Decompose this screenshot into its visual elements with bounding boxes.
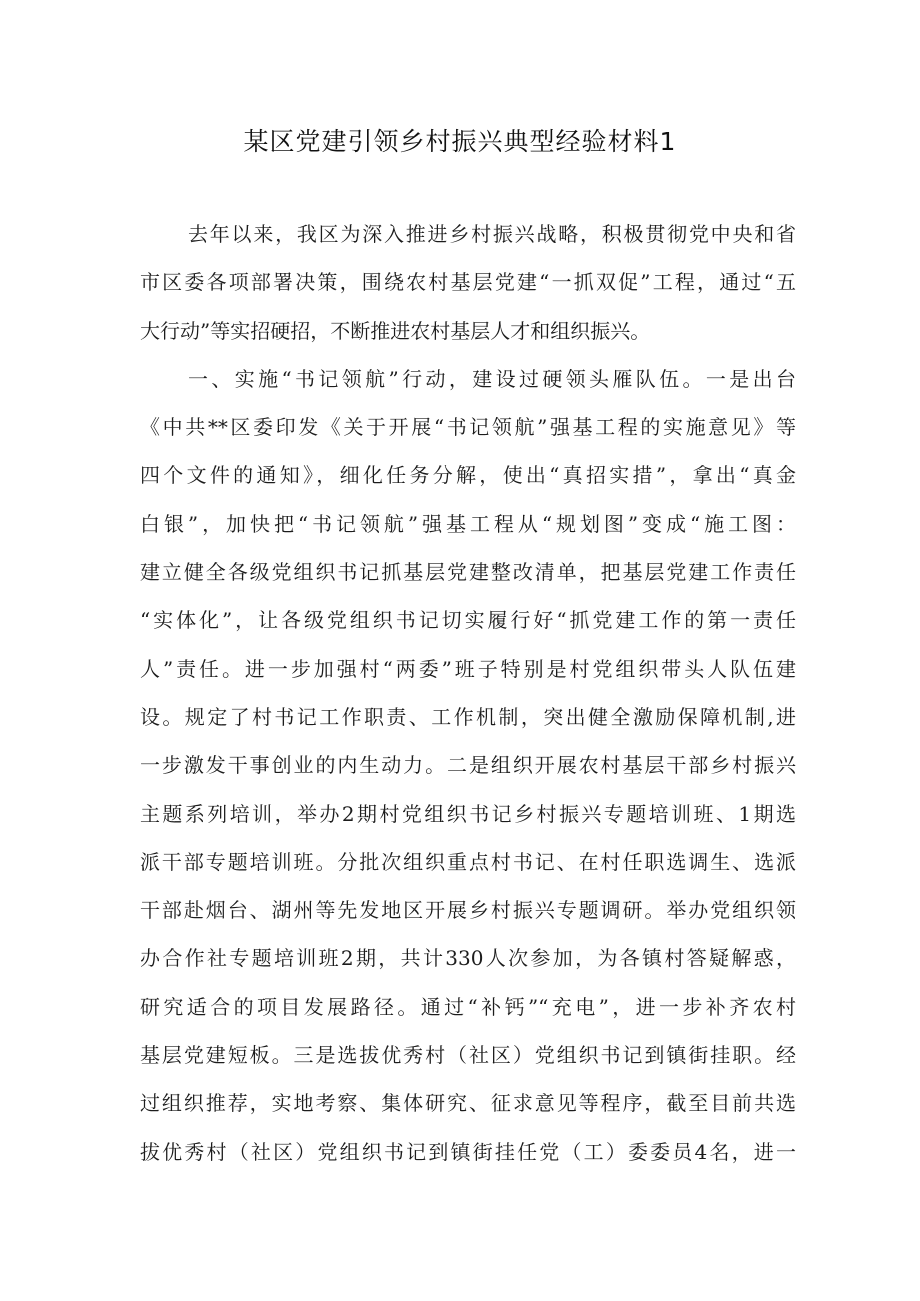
- paragraph-line: 办合作社专题培训班2期，共计330人次参加，为各镇村答疑解惑，: [140, 946, 796, 971]
- paragraph-line: 拔优秀村（社区）党组织书记到镇街挂任党（工）委委员4名，进一: [140, 1139, 796, 1164]
- paragraph-line: 主题系列培训，举办2期村党组织书记乡村振兴专题培训班、1期选: [140, 801, 796, 826]
- paragraph-line: 大行动”等实招硬招，不断推进农村基层人才和组织振兴。: [140, 318, 651, 343]
- paragraph-line: 一、实施“书记领航”行动，建设过硬领头雁队伍。一是出台: [188, 366, 796, 391]
- paragraph-line: 白银”，加快把“书记领航”强基工程从“规划图”变成“施工图：: [140, 511, 796, 536]
- paragraph-line: 人”责任。进一步加强村“两委”班子特别是村党组织带头人队伍建: [140, 656, 796, 681]
- paragraph-line: 设。规定了村书记工作职责、工作机制，突出健全激励保障机制,进: [140, 704, 796, 729]
- paragraph-line: 派干部专题培训班。分批次组织重点村书记、在村任职选调生、选派: [140, 849, 796, 874]
- paragraph-line: 《中共**区委印发《关于开展“书记领航”强基工程的实施意见》等: [140, 415, 796, 440]
- paragraph-line: 市区委各项部署决策，围绕农村基层党建“一抓双促”工程，通过“五: [140, 270, 796, 295]
- paragraph-line: 去年以来，我区为深入推进乡村振兴战略，积极贯彻党中央和省: [188, 222, 796, 246]
- paragraph-line: 干部赴烟台、湖州等先发地区开展乡村振兴专题调研。举办党组织领: [140, 898, 796, 923]
- document-body: [140, 210, 796, 1176]
- paragraph-line: 四个文件的通知》，细化任务分解，使出“真招实措”，拿出“真金: [140, 463, 796, 488]
- paragraph-line: 过组织推荐，实地考察、集体研究、征求意见等程序，截至目前共选: [140, 1091, 796, 1116]
- document-title: 某区党建引领乡村振兴典型经验材料1: [243, 127, 677, 156]
- paragraph-line: “实体化”，让各级党组织书记切实履行好“抓党建工作的第一责任: [140, 608, 796, 633]
- paragraph-line: 研究适合的项目发展路径。通过“补钙”“充电”，进一步补齐农村: [140, 994, 796, 1019]
- paragraph-line: 建立健全各级党组织书记抓基层党建整改清单，把基层党建工作责任: [140, 560, 796, 585]
- paragraph-line: 一步激发干事创业的内生动力。二是组织开展农村基层干部乡村振兴: [140, 753, 796, 778]
- paragraph-line: 基层党建短板。三是选拔优秀村（社区）党组织书记到镇街挂职。经: [140, 1043, 796, 1068]
